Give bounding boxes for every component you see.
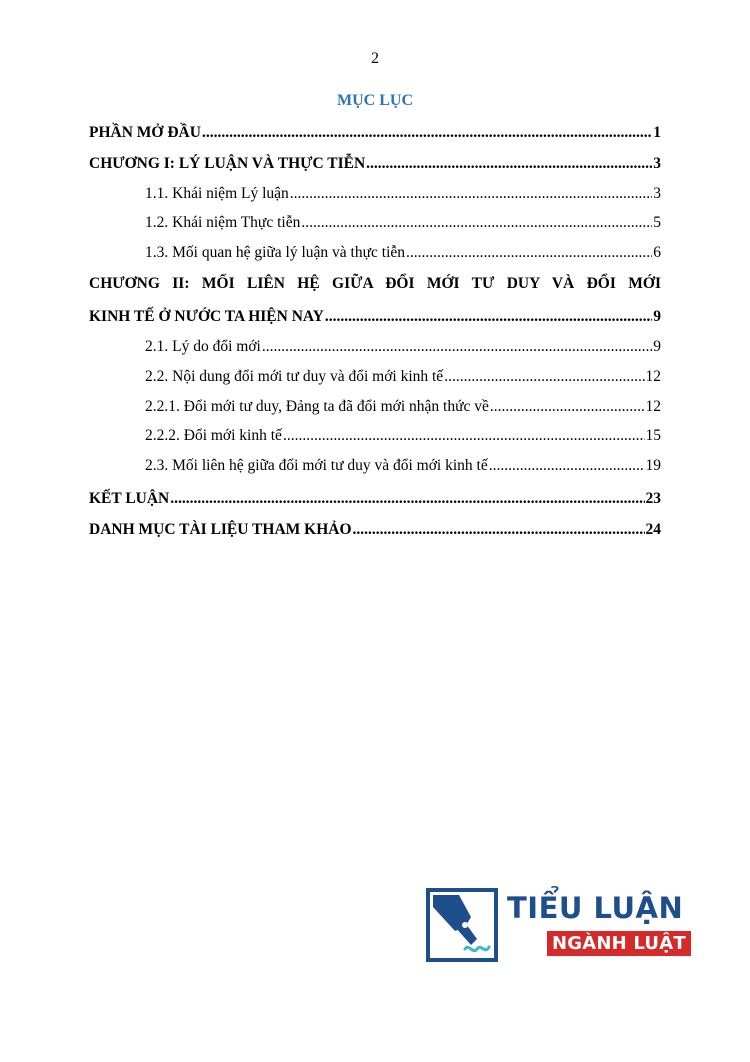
logo <box>425 887 686 967</box>
toc-title: MỤC LỤC <box>337 92 413 109</box>
toc-dot-leader <box>301 214 652 232</box>
toc-entry[interactable] <box>145 338 661 356</box>
toc-entry-page: 19 <box>645 457 661 474</box>
toc-entry[interactable] <box>145 185 661 203</box>
toc-entry[interactable] <box>89 308 661 326</box>
toc-dot-leader <box>489 457 645 475</box>
pen-nib-icon <box>425 887 499 963</box>
toc-entry-label: 2.1. Lý do đổi mới <box>145 338 261 355</box>
toc-entry-page: 23 <box>645 490 661 507</box>
toc-entry[interactable] <box>145 427 661 445</box>
toc-entry-page: 9 <box>653 308 661 325</box>
toc-entry-label: 2.2.2. Đổi mới kinh tế <box>145 427 282 444</box>
toc-entry[interactable] <box>145 398 661 416</box>
toc-entry-label: PHẦN MỞ ĐẦU <box>89 124 201 141</box>
toc-entry-page: 3 <box>653 185 661 202</box>
toc-entry[interactable] <box>145 244 661 262</box>
toc-entry[interactable] <box>145 368 661 386</box>
toc-entry-page: 9 <box>653 338 661 355</box>
toc-entry[interactable] <box>89 490 661 508</box>
toc-entry-label: 2.2. Nội dung đổi mới tư duy và đổi mới kinh tế <box>145 368 444 385</box>
logo-subtitle: NGÀNH LUẬT <box>547 931 691 956</box>
toc-entry-label: 1.1. Khái niệm Lý luận <box>145 185 289 202</box>
toc-dot-leader <box>490 398 645 416</box>
toc-entry-label: KINH TẾ Ở NƯỚC TA HIỆN NAY <box>89 308 324 325</box>
toc-dot-leader <box>353 521 645 539</box>
logo-title: TIỂU LUẬN <box>507 891 684 925</box>
toc-entry-page: 24 <box>645 521 661 538</box>
toc-dot-leader <box>406 244 652 262</box>
toc-entry-label-line1[interactable]: CHƯƠNG II: MỐI LIÊN HỆ GIỮA ĐỔI MỚI TƯ DUY VÀ ĐỔI MỚI <box>89 275 661 292</box>
toc-entry[interactable] <box>89 521 661 539</box>
toc-entry-page: 12 <box>645 368 661 385</box>
toc-dot-leader <box>290 185 652 203</box>
toc-entry-label: CHƯƠNG I: LÝ LUẬN VÀ THỰC TIỄN <box>89 155 366 172</box>
toc-entry[interactable] <box>89 155 661 173</box>
toc-dot-leader <box>325 308 652 326</box>
toc-entry-page: 1 <box>653 124 661 141</box>
page-number: 2 <box>371 50 379 67</box>
toc-entry-label: KẾT LUẬN <box>89 490 170 507</box>
toc-entry[interactable] <box>89 124 661 142</box>
toc-dot-leader <box>262 338 652 356</box>
toc-entry-page: 15 <box>645 427 661 444</box>
toc-entry-label: 2.3. Mối liên hệ giữa đổi mới tư duy và đổi mới kinh tế <box>145 457 488 474</box>
toc-dot-leader <box>366 155 652 173</box>
toc-dot-leader <box>444 368 644 386</box>
toc-entry-page: 12 <box>645 398 661 415</box>
toc-entry-label: 2.2.1. Đổi mới tư duy, Đảng ta đã đổi mới nhận thức về <box>145 398 489 415</box>
toc-dot-leader <box>283 427 645 445</box>
toc-dot-leader <box>170 490 644 508</box>
toc-entry-page: 5 <box>653 214 661 231</box>
toc-entry-page: 3 <box>653 155 661 172</box>
toc-entry-label: 1.3. Mối quan hệ giữa lý luận và thực tiễn <box>145 244 406 261</box>
toc-entry[interactable] <box>145 457 661 475</box>
toc-entry-label: 1.2. Khái niệm Thực tiễn <box>145 214 301 231</box>
toc-dot-leader <box>202 124 652 142</box>
toc-entry[interactable] <box>145 214 661 232</box>
toc-entry-page: 6 <box>653 244 661 261</box>
toc-entry-label: DANH MỤC TÀI LIỆU THAM KHẢO <box>89 521 352 538</box>
